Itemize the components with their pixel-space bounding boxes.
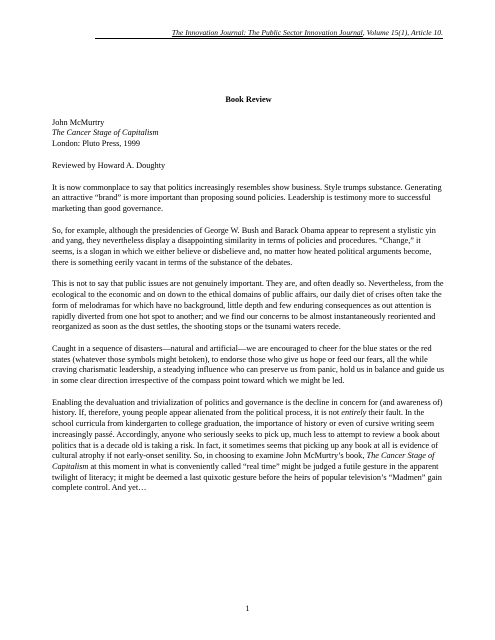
- paragraph-4: Caught in a sequence of disasters—natural and artificial—we are encouraged to cheer for the blue states or the red states (whatever those symbols might betoken), to endorse those who give us hope or feed our fears, all the while craving charismatic leadership, a steadying influence who can preserve us from panic, hold us in balance and guide us in some clear direction irrespective of the compass point toward which we might be led.: [52, 343, 445, 386]
- paragraph-1: It is now commonplace to say that politics increasingly resembles show business. Style trumps substance. Generating an attractive “brand” is more important than proposing sound policies. Leadership is testimony more to successful marketing than good governance.: [52, 182, 442, 213]
- paragraph-3: This is not to say that public issues are not genuinely important. They are, and often deadly so. Nevertheless, from the ecological to the economic and on down to the ethical domains of public affairs, our daily diet of crises often take the form of melodramas for which have no background, little depth and few enduring consequences as out attention is rapidly diverted from one hot spot to another; and we find our concerns to be almost instantaneously reoriented and reorganized as soon as the dust settles, the shooting stops or the tsunami waters recede.: [52, 279, 444, 332]
- page-title: Book Review: [225, 95, 272, 104]
- journal-title: The Innovation Journal: The Public Sector Innovation Journal: [171, 28, 363, 37]
- paragraph-5-book-title: The Cancer Stage of Capitalism: [52, 451, 435, 471]
- book-publisher: London: Pluto Press, 1999: [52, 139, 141, 149]
- header-rule: [95, 38, 443, 39]
- reviewer-line: Reviewed by Howard A. Doughty: [52, 160, 166, 170]
- article-body: [52, 95, 445, 505]
- paragraph-5-part-c: at this moment in what is conveniently called “real time” might be judged a futile gesture in the apparent twilight of literacy; it might be deemed a last quixotic gesture before the heirs of popular television’s “Madmen” gain complete control. And yet…: [52, 461, 442, 493]
- paragraph-5-emphasis: entirely: [341, 408, 367, 418]
- paragraph-2: So, for example, although the presidencies of George W. Bush and Barack Obama appear to represent a stylistic yin and yang, they nevertheless display a disappointing similarity in terms of policies and procedures. “Change,” it seems, is a slogan in which we either believe or disbelieve and, no matter how heated political arguments become, there is something eerily vacant in terms of the substance of the debates.: [52, 225, 436, 267]
- paragraph-5-part-a: Enabling the devaluation and trivialization of politics and governance is the decline in concern for (and awareness of) history. If, therefore, young people appear alienated from the political process, it is not: [52, 397, 443, 418]
- book-title: The Cancer Stage of Capitalism: [52, 128, 159, 138]
- paragraph-5-part-b: their fault. In the school curricula from kindergarten to college graduation, the importance of history or even of cursive writing seem increasingly passé. Accordingly, anyone who seriously seeks to pick up, much less to attempt to review a book about politics that is a decade old is taking a risk. In fact, it sometimes seems that picking up any book at all is evidence of cultural atrophy if not early-onset senility. So, in choosing to examine John McMurtry’s book,: [52, 408, 440, 461]
- book-author: John McMurtry: [52, 117, 105, 127]
- running-header: [172, 28, 443, 37]
- journal-issue: , Volume 15(1), Article 10.: [362, 28, 443, 37]
- page-number: 1: [245, 604, 250, 613]
- paragraph-5: [52, 398, 445, 494]
- book-citation: [52, 118, 445, 150]
